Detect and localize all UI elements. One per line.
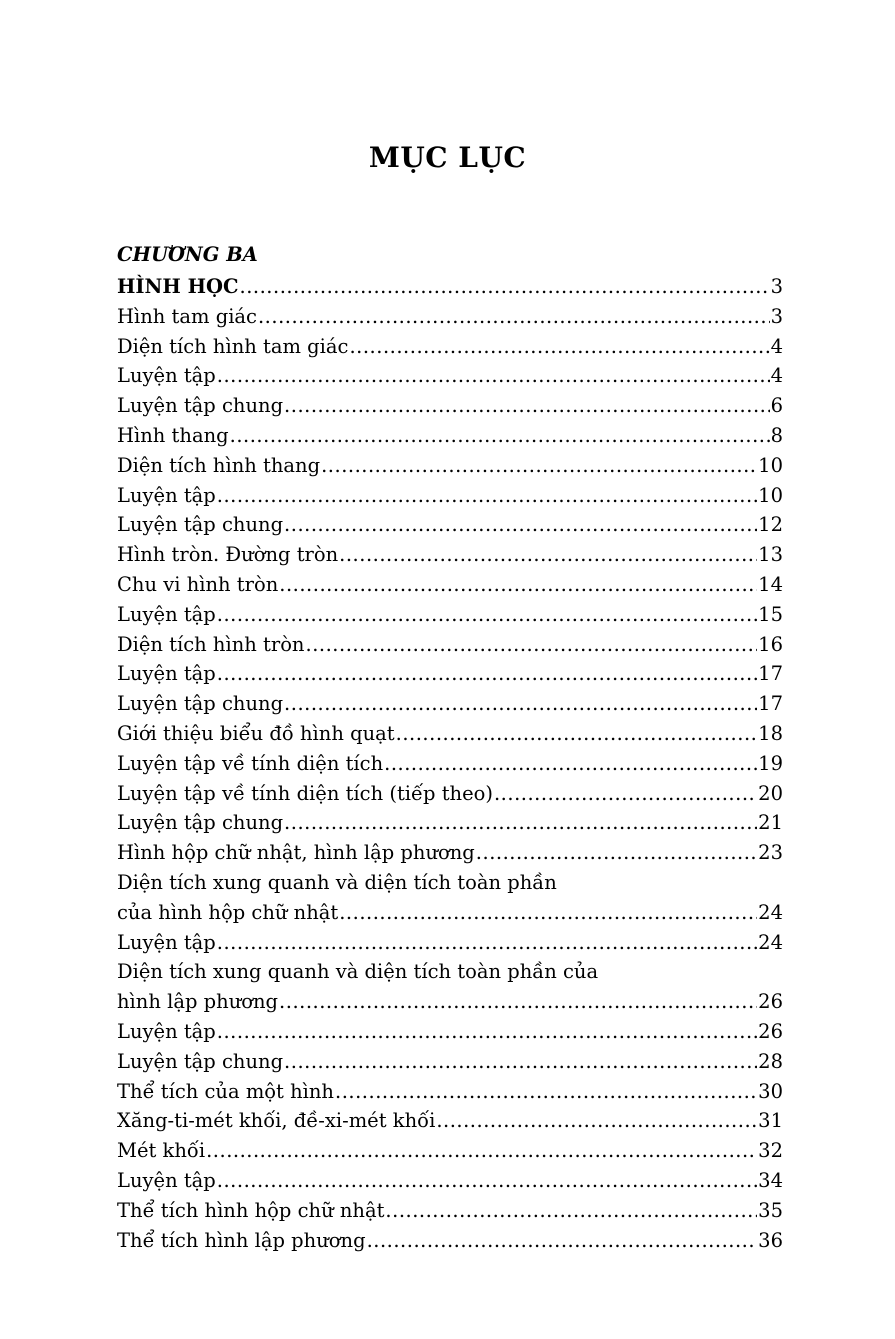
- toc-page-number: 17: [758, 662, 783, 686]
- dot-leader: [367, 1226, 758, 1256]
- toc-entry[interactable]: [117, 1166, 783, 1196]
- toc-entry-title: Mét khối: [117, 1139, 206, 1163]
- toc-page-number: 20: [758, 781, 783, 805]
- toc-entry-title: Luyện tập: [117, 1019, 216, 1043]
- dot-leader: [284, 510, 757, 540]
- toc-page-number: 3: [770, 304, 783, 328]
- toc-entry-title: Luyện tập chung: [117, 394, 284, 418]
- toc-entry[interactable]: [117, 1226, 783, 1256]
- toc-page-number: 14: [758, 572, 783, 596]
- toc-entry-title: Thể tích hình hộp chữ nhật: [117, 1198, 385, 1222]
- toc-entry-title: Diện tích hình tam giác: [117, 334, 349, 358]
- toc-entry-title: Luyện tập chung: [117, 811, 284, 835]
- dot-leader: [384, 749, 757, 779]
- toc-section-heading[interactable]: [117, 272, 783, 302]
- toc-page-number: 34: [758, 1168, 783, 1192]
- toc-page-number: 15: [758, 602, 783, 626]
- toc-page-number: 24: [758, 900, 783, 924]
- toc-entry[interactable]: [117, 1077, 783, 1107]
- toc-page-number: 17: [758, 692, 783, 716]
- toc-entry-title: Luyện tập chung: [117, 1049, 284, 1073]
- toc-entry[interactable]: [117, 1047, 783, 1077]
- toc-page-number: 26: [758, 1019, 783, 1043]
- toc-line: [117, 570, 783, 600]
- toc-entry-title: Xăng-ti-mét khối, đề-xi-mét khối: [117, 1109, 436, 1133]
- toc-line: [117, 302, 783, 332]
- dot-leader: [240, 272, 770, 302]
- toc-entry[interactable]: [117, 659, 783, 689]
- toc-line: [117, 659, 783, 689]
- toc-entry-title: Giới thiệu biểu đồ hình quạt: [117, 721, 395, 745]
- toc-page-number: 30: [758, 1079, 783, 1103]
- dot-leader: [339, 898, 757, 928]
- toc-entry-title: Luyện tập về tính diện tích: [117, 751, 384, 775]
- toc-page-number: 6: [770, 394, 783, 418]
- toc-page-number: 36: [758, 1228, 783, 1252]
- dot-leader: [217, 1017, 757, 1047]
- toc-entry[interactable]: [117, 719, 783, 749]
- toc-page-number: 26: [758, 990, 783, 1014]
- toc-page-number: 10: [758, 483, 783, 507]
- dot-leader: [321, 451, 757, 481]
- toc-entry-title: Luyện tập: [117, 930, 216, 954]
- toc-page-number: 18: [758, 721, 783, 745]
- toc-line: [117, 749, 783, 779]
- toc-line: [117, 808, 783, 838]
- chapter-label: CHƯƠNG BA: [117, 243, 258, 266]
- toc-entry[interactable]: [117, 630, 783, 660]
- toc-page-number: 8: [770, 423, 783, 447]
- toc-line: [117, 481, 783, 511]
- toc-line: [117, 510, 783, 540]
- toc-entry[interactable]: [117, 808, 783, 838]
- toc-line: [117, 1047, 783, 1077]
- toc-line: [117, 779, 783, 809]
- page-title: MỤC LỤC: [368, 141, 527, 174]
- toc-line: [117, 1196, 783, 1226]
- table-of-contents: [117, 272, 783, 1255]
- toc-line: [117, 272, 783, 302]
- toc-line: [117, 1077, 783, 1107]
- toc-entry-title: Luyện tập: [117, 364, 216, 388]
- toc-entry-title: hình lập phương: [117, 990, 279, 1014]
- toc-entry[interactable]: [117, 689, 783, 719]
- toc-page-number: 32: [758, 1139, 783, 1163]
- dot-leader: [436, 1106, 757, 1136]
- toc-line: [117, 451, 783, 481]
- dot-leader: [279, 570, 757, 600]
- toc-line: [117, 719, 783, 749]
- toc-line: [117, 838, 783, 868]
- toc-line: [117, 421, 783, 451]
- toc-entry-title: Diện tích hình tròn: [117, 632, 305, 656]
- toc-line: [117, 1226, 783, 1256]
- toc-entry[interactable]: [117, 451, 783, 481]
- toc-entry-title: Hình tròn. Đường tròn: [117, 543, 339, 567]
- dot-leader: [217, 659, 757, 689]
- toc-page-number: 28: [758, 1049, 783, 1073]
- dot-leader: [217, 600, 757, 630]
- toc-entry-title: Diện tích xung quanh và diện tích toàn phần: [117, 870, 557, 894]
- dot-leader: [284, 689, 757, 719]
- toc-line: [117, 868, 783, 898]
- dot-leader: [476, 838, 757, 868]
- dot-leader: [217, 361, 770, 391]
- toc-page-number: 10: [758, 453, 783, 477]
- toc-entry-title: Luyện tập chung: [117, 692, 284, 716]
- toc-entry[interactable]: [117, 838, 783, 868]
- toc-entry[interactable]: [117, 600, 783, 630]
- toc-page-number: 23: [758, 841, 783, 865]
- toc-entry-title: HÌNH HỌC: [117, 275, 239, 298]
- toc-line: [117, 1166, 783, 1196]
- toc-line: [117, 332, 783, 362]
- toc-page-number: 12: [758, 513, 783, 537]
- dot-leader: [339, 540, 757, 570]
- toc-page-number: 35: [758, 1198, 783, 1222]
- toc-line: [117, 391, 783, 421]
- toc-entry-title: Thể tích của một hình: [117, 1079, 334, 1103]
- toc-entry-title: Luyện tập chung: [117, 513, 284, 537]
- toc-line: [117, 689, 783, 719]
- toc-line: [117, 1106, 783, 1136]
- dot-leader: [396, 719, 758, 749]
- toc-page-number: 16: [758, 632, 783, 656]
- toc-entry[interactable]: [117, 332, 783, 362]
- dot-leader: [258, 302, 770, 332]
- toc-entry[interactable]: [117, 1196, 783, 1226]
- toc-page-number: 4: [770, 334, 783, 358]
- toc-entry[interactable]: [117, 779, 783, 809]
- toc-line: [117, 600, 783, 630]
- toc-entry-title: Chu vi hình tròn: [117, 572, 279, 596]
- toc-entry[interactable]: [117, 540, 783, 570]
- toc-entry-title: Hình hộp chữ nhật, hình lập phương: [117, 841, 475, 865]
- toc-entry[interactable]: [117, 570, 783, 600]
- dot-leader: [206, 1136, 757, 1166]
- dot-leader: [349, 332, 769, 362]
- toc-page-number: 4: [770, 364, 783, 388]
- toc-entry-title: Luyện tập: [117, 662, 216, 686]
- dot-leader: [217, 1166, 757, 1196]
- toc-entry[interactable]: [117, 749, 783, 779]
- toc-page-number: 31: [758, 1109, 783, 1133]
- toc-page-number: 13: [758, 543, 783, 567]
- toc-entry[interactable]: [117, 302, 783, 332]
- dot-leader: [279, 987, 757, 1017]
- toc-entry[interactable]: [117, 361, 783, 391]
- dot-leader: [284, 808, 757, 838]
- dot-leader: [284, 391, 770, 421]
- toc-line: [117, 1017, 783, 1047]
- toc-line: [117, 361, 783, 391]
- toc-page-number: 24: [758, 930, 783, 954]
- toc-entry-title: Thể tích hình lập phương: [117, 1228, 366, 1252]
- toc-entry-title: Luyện tập: [117, 1168, 216, 1192]
- toc-entry[interactable]: [117, 928, 783, 958]
- toc-line: [117, 987, 783, 1017]
- toc-line: [117, 630, 783, 660]
- toc-page-number: 19: [758, 751, 783, 775]
- toc-line: [117, 540, 783, 570]
- toc-entry[interactable]: [117, 868, 783, 928]
- toc-entry[interactable]: [117, 510, 783, 540]
- toc-entry[interactable]: [117, 421, 783, 451]
- toc-entry[interactable]: [117, 1136, 783, 1166]
- toc-page-number: 21: [758, 811, 783, 835]
- toc-line: [117, 928, 783, 958]
- toc-entry-title: Luyện tập: [117, 602, 216, 626]
- dot-leader: [306, 630, 758, 660]
- toc-entry[interactable]: [117, 1106, 783, 1136]
- dot-leader: [230, 421, 770, 451]
- toc-entry-title: Hình thang: [117, 423, 229, 447]
- toc-entry-title: Luyện tập về tính diện tích (tiếp theo): [117, 781, 493, 805]
- toc-line: [117, 1136, 783, 1166]
- toc-entry-title: Diện tích xung quanh và diện tích toàn phần của: [117, 960, 599, 984]
- dot-leader: [217, 928, 757, 958]
- toc-entry[interactable]: [117, 957, 783, 1017]
- dot-leader: [217, 481, 757, 511]
- dot-leader: [335, 1077, 757, 1107]
- toc-page-number: 3: [770, 275, 783, 298]
- toc-entry[interactable]: [117, 391, 783, 421]
- toc-entry[interactable]: [117, 1017, 783, 1047]
- dot-leader: [494, 779, 757, 809]
- toc-line: [117, 898, 783, 928]
- toc-entry[interactable]: [117, 481, 783, 511]
- dot-leader: [284, 1047, 757, 1077]
- dot-leader: [385, 1196, 757, 1226]
- toc-entry-title: Hình tam giác: [117, 304, 257, 328]
- toc-line: [117, 957, 783, 987]
- toc-entry-title: Luyện tập: [117, 483, 216, 507]
- toc-entry-title: Diện tích hình thang: [117, 453, 321, 477]
- toc-entry-title: của hình hộp chữ nhật: [117, 900, 339, 924]
